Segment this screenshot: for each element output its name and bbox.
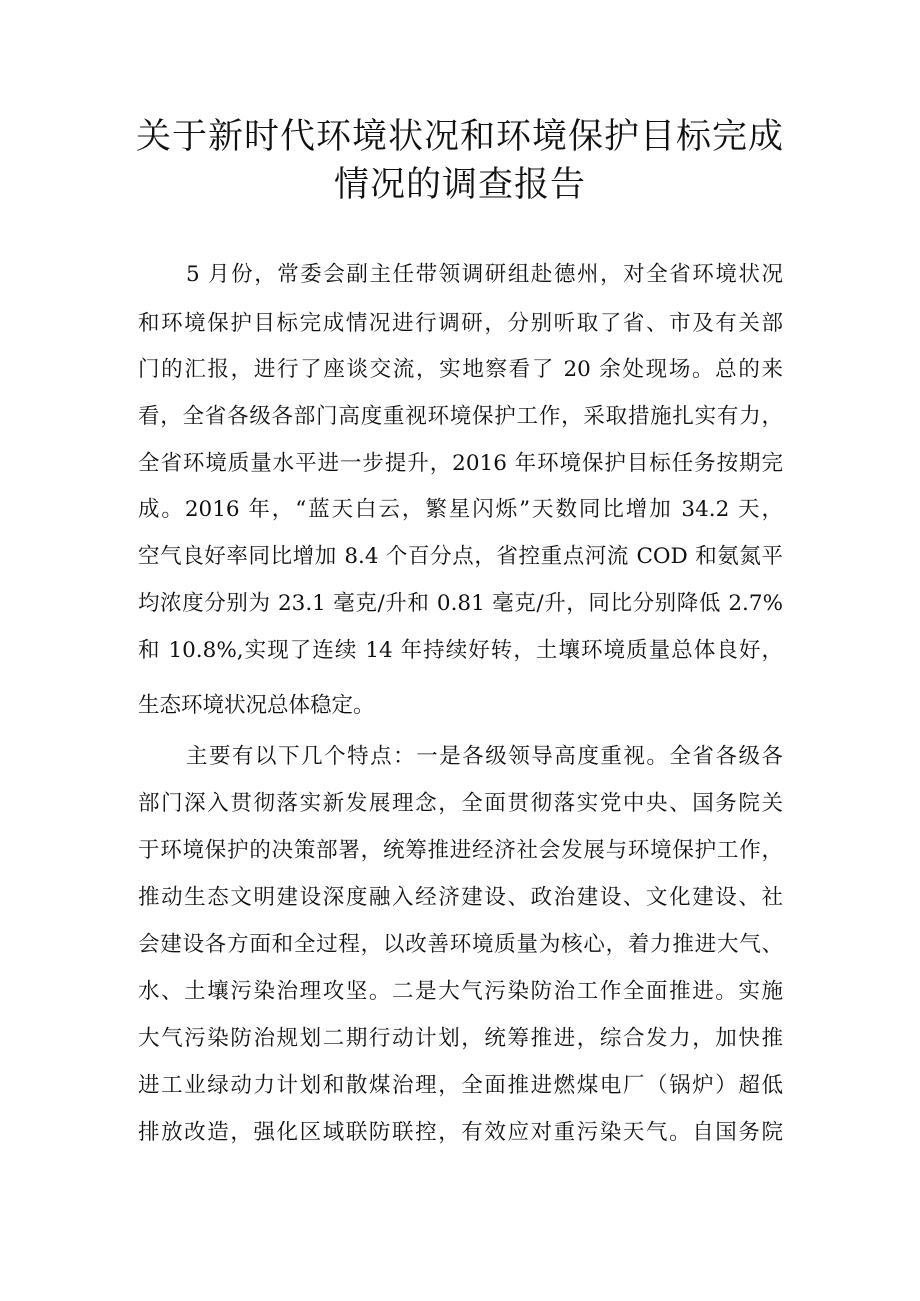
paragraph-1-line: 5 月份，常委会副主任带领调研组赴德州，对全省环境状况: [186, 262, 783, 287]
paragraph-2-line: 会建设各方面和全过程，以改善环境质量为核心，着力推进大气、: [138, 932, 783, 957]
paragraph-1-line: 空气良好率同比增加 8.4 个百分点，省控重点河流 COD 和氨氮平: [138, 544, 783, 569]
paragraph-2-line: 于环境保护的决策部署，统筹推进经济社会发展与环境保护工作，: [138, 838, 783, 863]
paragraph-2-line: 推动生态文明建设深度融入经济建设、政治建设、文化建设、社: [138, 885, 783, 910]
paragraph-2-line: 大气污染防治规划二期行动计划，统筹推进，综合发力，加快推: [138, 1026, 783, 1051]
paragraph-1-line: 和 10.8%,实现了连续 14 年持续好转，土壤环境质量总体良好，: [138, 638, 783, 663]
document-title-line-2: 情况的调查报告: [333, 165, 586, 205]
paragraph-1-line: 成。2016 年，“蓝天白云，繁星闪烁”天数同比增加 34.2 天，: [138, 497, 783, 522]
paragraph-1-line: 全省环境质量水平进一步提升，2016 年环境保护目标任务按期完: [138, 451, 783, 476]
paragraph-2-line: 水、土壤污染治理攻坚。二是大气污染防治工作全面推进。实施: [138, 979, 783, 1004]
paragraph-2-line: 进工业绿动力计划和散煤治理，全面推进燃煤电厂（锅炉）超低: [138, 1073, 783, 1098]
paragraph-2-line: 部门深入贯彻落实新发展理念，全面贯彻落实党中央、国务院关: [138, 791, 783, 816]
paragraph-2-line: 主要有以下几个特点：一是各级领导高度重视。全省各级各: [186, 744, 783, 769]
paragraph-1-line: 生态环境状况总体稳定。: [138, 693, 375, 718]
paragraph-1-line: 均浓度分别为 23.1 毫克/升和 0.81 毫克/升，同比分别降低 2.7%: [138, 591, 783, 616]
paragraph-1-line: 和环境保护目标完成情况进行调研，分别听取了省、市及有关部: [138, 311, 783, 336]
paragraph-1-line: 看，全省各级各部门高度重视环境保护工作，采取措施扎实有力，: [138, 404, 783, 429]
paragraph-1-line: 门的汇报，进行了座谈交流，实地察看了 20 余处现场。总的来: [138, 357, 783, 382]
paragraph-2-line: 排放改造，强化区域联防联控，有效应对重污染天气。自国务院: [138, 1120, 783, 1145]
document-title-line-1: 关于新时代环境状况和环境保护目标完成: [135, 117, 784, 157]
